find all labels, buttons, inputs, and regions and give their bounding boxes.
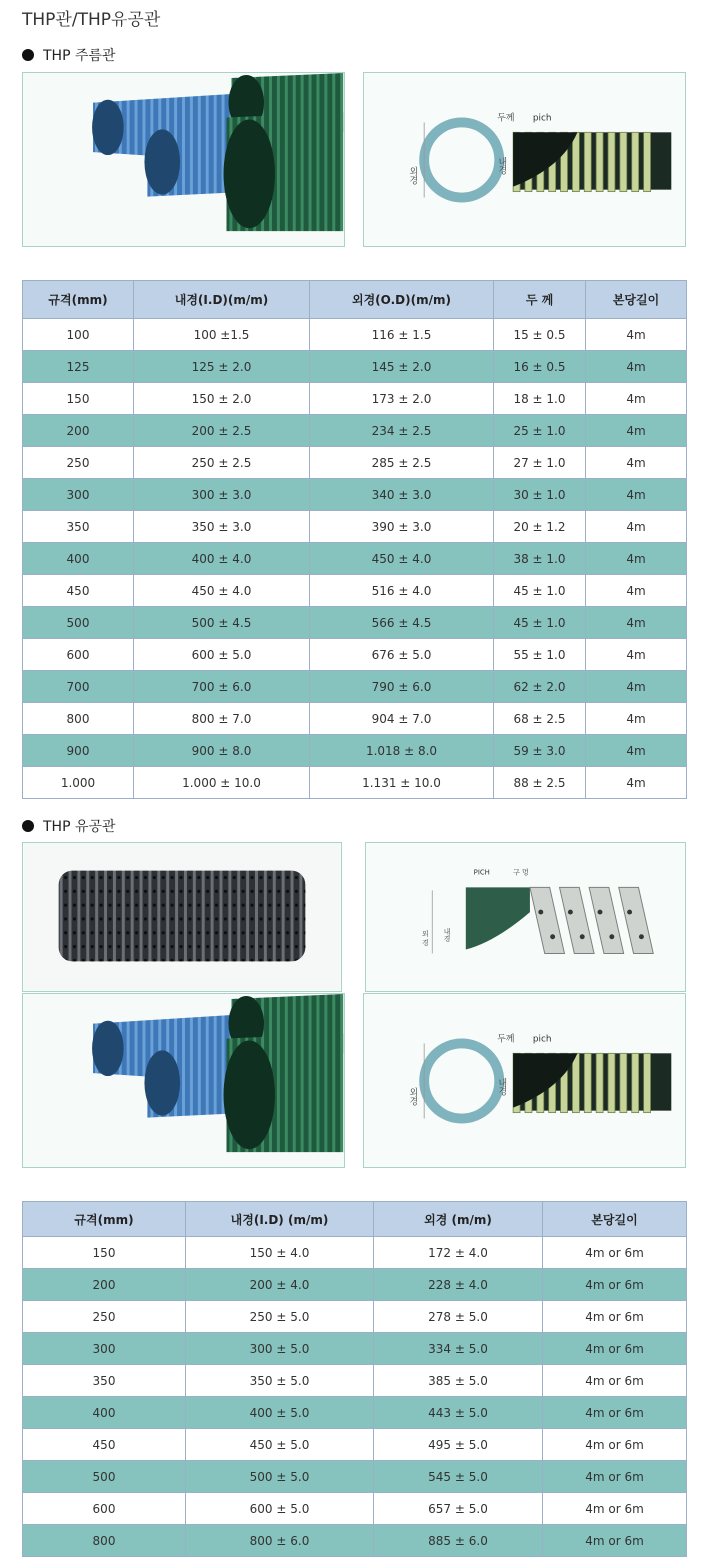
table-cell: 16 ± 0.5	[494, 351, 586, 383]
table-cell: 300	[23, 1333, 186, 1365]
table-cell: 150 ± 4.0	[186, 1237, 374, 1269]
table-cell: 4m	[586, 671, 687, 703]
table-cell: 250	[23, 447, 134, 479]
table-cell: 27 ± 1.0	[494, 447, 586, 479]
table-cell: 450	[23, 575, 134, 607]
table-row	[23, 703, 687, 735]
page-title: THP관/THP유공관	[22, 10, 161, 30]
table-cell: 38 ± 1.0	[494, 543, 586, 575]
table-cell: 4m or 6m	[543, 1301, 687, 1333]
table-cell: 4m	[586, 543, 687, 575]
table-cell: 657 ± 5.0	[374, 1493, 543, 1525]
table-cell: 4m	[586, 319, 687, 351]
table-cell: 4m or 6m	[543, 1397, 687, 1429]
label-inner-diameter: 내경	[496, 157, 507, 175]
table-cell: 4m	[586, 639, 687, 671]
table-cell: 600	[23, 1493, 186, 1525]
table-cell: 600 ± 5.0	[134, 639, 310, 671]
table-cell: 450 ± 5.0	[186, 1429, 374, 1461]
bullet-icon	[22, 49, 34, 61]
table-cell: 4m	[586, 415, 687, 447]
label-pitch: PICH	[473, 868, 490, 877]
col-header: 본당길이	[543, 1202, 687, 1237]
table-cell: 62 ± 2.0	[494, 671, 586, 703]
table-cell: 30 ± 1.0	[494, 479, 586, 511]
table-row	[23, 639, 687, 671]
table-cell: 125 ± 2.0	[134, 351, 310, 383]
table-cell: 150	[23, 1237, 186, 1269]
table-cell: 4m	[586, 447, 687, 479]
col-header: 내경(I.D) (m/m)	[186, 1202, 374, 1237]
table-cell: 1.131 ± 10.0	[310, 767, 494, 799]
table-cell: 100	[23, 319, 134, 351]
table-cell: 4m or 6m	[543, 1365, 687, 1397]
table-cell: 545 ± 5.0	[374, 1461, 543, 1493]
table-row	[23, 1269, 687, 1301]
table-cell: 800 ± 6.0	[186, 1525, 374, 1557]
table-cell: 250 ± 5.0	[186, 1301, 374, 1333]
table-cell: 495 ± 5.0	[374, 1429, 543, 1461]
table-cell: 100 ±1.5	[134, 319, 310, 351]
label-pitch: pich	[532, 1034, 552, 1045]
table-row	[23, 319, 687, 351]
table-cell: 904 ± 7.0	[310, 703, 494, 735]
table-row	[23, 479, 687, 511]
table-cell: 790 ± 6.0	[310, 671, 494, 703]
table-cell: 500 ± 5.0	[186, 1461, 374, 1493]
table-cell: 600 ± 5.0	[186, 1493, 374, 1525]
table-cell: 150	[23, 383, 134, 415]
col-header: 외경 (m/m)	[374, 1202, 543, 1237]
table-cell: 900	[23, 735, 134, 767]
table-cell: 334 ± 5.0	[374, 1333, 543, 1365]
table-cell: 4m or 6m	[543, 1269, 687, 1301]
table-cell: 234 ± 2.5	[310, 415, 494, 447]
table-cell: 1.000	[23, 767, 134, 799]
table-cell: 278 ± 5.0	[374, 1301, 543, 1333]
table-cell: 385 ± 5.0	[374, 1365, 543, 1397]
table-cell: 400 ± 4.0	[134, 543, 310, 575]
table-row	[23, 1397, 687, 1429]
table-cell: 516 ± 4.0	[310, 575, 494, 607]
table-cell: 450 ± 4.0	[310, 543, 494, 575]
table-cell: 4m	[586, 703, 687, 735]
table-cell: 350	[23, 1365, 186, 1397]
corrugated-pipe-spec-table	[22, 280, 687, 799]
label-hole: 구 멍	[513, 868, 529, 877]
table-row	[23, 415, 687, 447]
table-cell: 145 ± 2.0	[310, 351, 494, 383]
table-cell: 116 ± 1.5	[310, 319, 494, 351]
table-cell: 800	[23, 703, 134, 735]
table-cell: 285 ± 2.5	[310, 447, 494, 479]
table-row	[23, 767, 687, 799]
table-row	[23, 383, 687, 415]
table-cell: 200	[23, 415, 134, 447]
table-cell: 340 ± 3.0	[310, 479, 494, 511]
perforated-pipe-photo	[22, 842, 342, 992]
table-cell: 250 ± 2.5	[134, 447, 310, 479]
table-row	[23, 735, 687, 767]
table-cell: 300	[23, 479, 134, 511]
table-row	[23, 511, 687, 543]
table-cell: 350	[23, 511, 134, 543]
table-row	[23, 543, 687, 575]
table-cell: 228 ± 4.0	[374, 1269, 543, 1301]
table-cell: 350 ± 5.0	[186, 1365, 374, 1397]
perforated-pipe-spec-table	[22, 1201, 687, 1557]
label-outer-diameter: 외경	[407, 1087, 418, 1106]
table-cell: 400 ± 5.0	[186, 1397, 374, 1429]
table-cell: 88 ± 2.5	[494, 767, 586, 799]
label-inner-diameter: 내경	[442, 927, 451, 942]
table-cell: 55 ± 1.0	[494, 639, 586, 671]
table-row	[23, 671, 687, 703]
table-cell: 173 ± 2.0	[310, 383, 494, 415]
table-cell: 200 ± 2.5	[134, 415, 310, 447]
col-header: 외경(O.D)(m/m)	[310, 281, 494, 319]
table-cell: 4m or 6m	[543, 1429, 687, 1461]
table-row	[23, 1365, 687, 1397]
table-cell: 885 ± 6.0	[374, 1525, 543, 1557]
table-cell: 4m or 6m	[543, 1461, 687, 1493]
table-cell: 600	[23, 639, 134, 671]
table-cell: 45 ± 1.0	[494, 607, 586, 639]
table-row	[23, 1237, 687, 1269]
table-cell: 1.018 ± 8.0	[310, 735, 494, 767]
table-row	[23, 607, 687, 639]
table-cell: 4m	[586, 479, 687, 511]
table-cell: 800 ± 7.0	[134, 703, 310, 735]
table-cell: 300 ± 3.0	[134, 479, 310, 511]
corrugated-pipe-photo-2	[22, 993, 345, 1168]
table-cell: 566 ± 4.5	[310, 607, 494, 639]
label-pitch: pich	[532, 113, 552, 124]
corrugated-pipe-diagram	[363, 72, 686, 247]
table-cell: 4m	[586, 735, 687, 767]
section-heading-text: THP 주름관	[43, 48, 116, 64]
table-cell: 4m or 6m	[543, 1237, 687, 1269]
table-row	[23, 1333, 687, 1365]
col-header: 두 께	[494, 281, 586, 319]
table-cell: 4m	[586, 575, 687, 607]
col-header: 규격(mm)	[23, 1202, 186, 1237]
table-cell: 400	[23, 543, 134, 575]
table-cell: 4m or 6m	[543, 1525, 687, 1557]
table-cell: 250	[23, 1301, 186, 1333]
table-cell: 4m	[586, 383, 687, 415]
table-cell: 25 ± 1.0	[494, 415, 586, 447]
col-header: 내경(I.D)(m/m)	[134, 281, 310, 319]
label-thickness: 두께	[497, 1034, 515, 1045]
table-cell: 450	[23, 1429, 186, 1461]
table-cell: 500	[23, 1461, 186, 1493]
table-cell: 390 ± 3.0	[310, 511, 494, 543]
table-cell: 4m or 6m	[543, 1493, 687, 1525]
table-cell: 59 ± 3.0	[494, 735, 586, 767]
table-cell: 400	[23, 1397, 186, 1429]
table-cell: 4m	[586, 767, 687, 799]
corrugated-pipe-photo	[22, 72, 345, 247]
col-header: 본당길이	[586, 281, 687, 319]
label-thickness: 두께	[497, 113, 515, 124]
table-cell: 500	[23, 607, 134, 639]
table-cell: 15 ± 0.5	[494, 319, 586, 351]
table-cell: 68 ± 2.5	[494, 703, 586, 735]
section-heading-perforated	[22, 816, 116, 836]
table-row	[23, 447, 687, 479]
table-cell: 172 ± 4.0	[374, 1237, 543, 1269]
table-cell: 700	[23, 671, 134, 703]
table-cell: 300 ± 5.0	[186, 1333, 374, 1365]
label-outer-diameter: 외 경	[420, 929, 429, 946]
perforated-pipe-diagram	[365, 842, 686, 992]
table-cell: 150 ± 2.0	[134, 383, 310, 415]
table-row	[23, 1429, 687, 1461]
table-cell: 900 ± 8.0	[134, 735, 310, 767]
table-cell: 450 ± 4.0	[134, 575, 310, 607]
table-row	[23, 1493, 687, 1525]
table-cell: 4m or 6m	[543, 1333, 687, 1365]
label-inner-diameter: 내경	[496, 1078, 507, 1096]
table-row	[23, 351, 687, 383]
table-cell: 443 ± 5.0	[374, 1397, 543, 1429]
table-cell: 200	[23, 1269, 186, 1301]
table-cell: 20 ± 1.2	[494, 511, 586, 543]
table-row	[23, 1301, 687, 1333]
label-outer-diameter: 외경	[407, 166, 418, 185]
table-cell: 500 ± 4.5	[134, 607, 310, 639]
table-cell: 350 ± 3.0	[134, 511, 310, 543]
table-cell: 676 ± 5.0	[310, 639, 494, 671]
section-heading-corrugated	[22, 45, 116, 65]
table-row	[23, 575, 687, 607]
table-cell: 200 ± 4.0	[186, 1269, 374, 1301]
table-header-row	[23, 281, 687, 319]
table-row	[23, 1525, 687, 1557]
table-row	[23, 1461, 687, 1493]
table-cell: 800	[23, 1525, 186, 1557]
table-cell: 4m	[586, 511, 687, 543]
section-heading-text: THP 유공관	[43, 819, 116, 835]
table-cell: 700 ± 6.0	[134, 671, 310, 703]
table-cell: 125	[23, 351, 134, 383]
col-header: 규격(mm)	[23, 281, 134, 319]
table-cell: 4m	[586, 607, 687, 639]
corrugated-pipe-diagram-2	[363, 993, 686, 1168]
table-cell: 45 ± 1.0	[494, 575, 586, 607]
table-cell: 18 ± 1.0	[494, 383, 586, 415]
table-header-row	[23, 1202, 687, 1237]
table-cell: 4m	[586, 351, 687, 383]
bullet-icon	[22, 820, 34, 832]
table-cell: 1.000 ± 10.0	[134, 767, 310, 799]
